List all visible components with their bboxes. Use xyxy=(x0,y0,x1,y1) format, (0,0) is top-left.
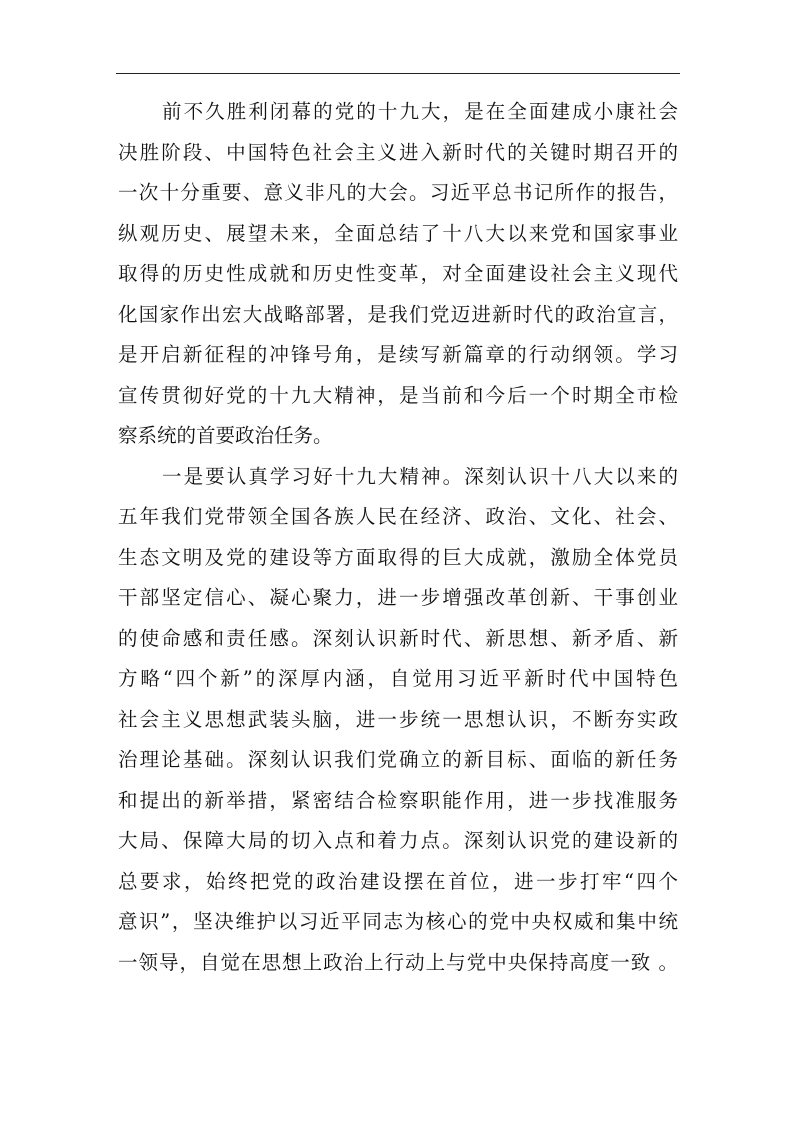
paragraph-line: 一次十分重要、意义非凡的大会。习近平总书记所作的报告， xyxy=(118,181,678,204)
paragraph-line: 化国家作出宏大战略部署，是我们党迈进新时代的政治宣言， xyxy=(118,302,678,326)
paragraph-line: 决胜阶段、中国特色社会主义进入新时代的关键时期召开的 xyxy=(118,140,678,164)
paragraph-line: 一领导，自觉在思想上政治上行动上与党中央保持高度一致 。 xyxy=(118,950,678,974)
paragraph-line: 社会主义思想武装头脑，进一步统一思想认识，不断夯实政 xyxy=(118,707,678,731)
paragraph-line: 和提出的新举措，紧密结合检察职能作用，进一步找准服务 xyxy=(118,788,678,812)
paragraph-line: 纵观历史、展望未来，全面总结了十八大以来党和国家事业 xyxy=(118,221,678,245)
paragraph-line: 生态文明及党的建设等方面取得的巨大成就，激励全体党员 xyxy=(118,545,678,569)
paragraph-line: 宣传贯彻好党的十九大精神，是当前和今后一个时期全市检 xyxy=(118,383,678,407)
paragraph-line: 一是要认真学习好十九大精神。深刻认识十八大以来的 xyxy=(162,464,678,488)
paragraph-line: 的使命感和责任感。深刻认识新时代、新思想、新矛盾、新 xyxy=(118,626,678,650)
paragraph-line: 方略“四个新”的深厚内涵，自觉用习近平新时代中国特色 xyxy=(118,667,678,690)
paragraph-line: 取得的历史性成就和历史性变革，对全面建设社会主义现代 xyxy=(118,262,678,285)
paragraph-1 xyxy=(118,92,678,457)
paragraph-line: 察系统的首要政治任务。 xyxy=(118,424,333,447)
paragraph-line: 五年我们党带领全国各族人民在经济、政治、文化、社会、 xyxy=(118,505,678,528)
paragraph-line: 干部坚定信心、凝心聚力，进一步增强改革创新、干事创业 xyxy=(118,586,678,609)
paragraph-line: 大局、保障大局的切入点和着力点。深刻认识党的建设新的 xyxy=(118,829,678,852)
header-rule xyxy=(116,73,680,74)
paragraph-line: 治理论基础。深刻认识我们党确立的新目标、面临的新任务 xyxy=(118,748,678,771)
paragraph-line: 是开启新征程的冲锋号角，是续写新篇章的行动纲领。学习 xyxy=(118,343,678,366)
paragraph-line: 总要求，始终把党的政治建设摆在首位，进一步打牢“四个 xyxy=(118,869,678,893)
document-body xyxy=(118,92,678,983)
paragraph-2 xyxy=(118,457,678,984)
paragraph-line: 意识”，坚决维护以习近平同志为核心的党中央权威和集中统 xyxy=(118,910,678,933)
paragraph-line: 前不久胜利闭幕的党的十九大，是在全面建成小康社会 xyxy=(162,100,678,123)
